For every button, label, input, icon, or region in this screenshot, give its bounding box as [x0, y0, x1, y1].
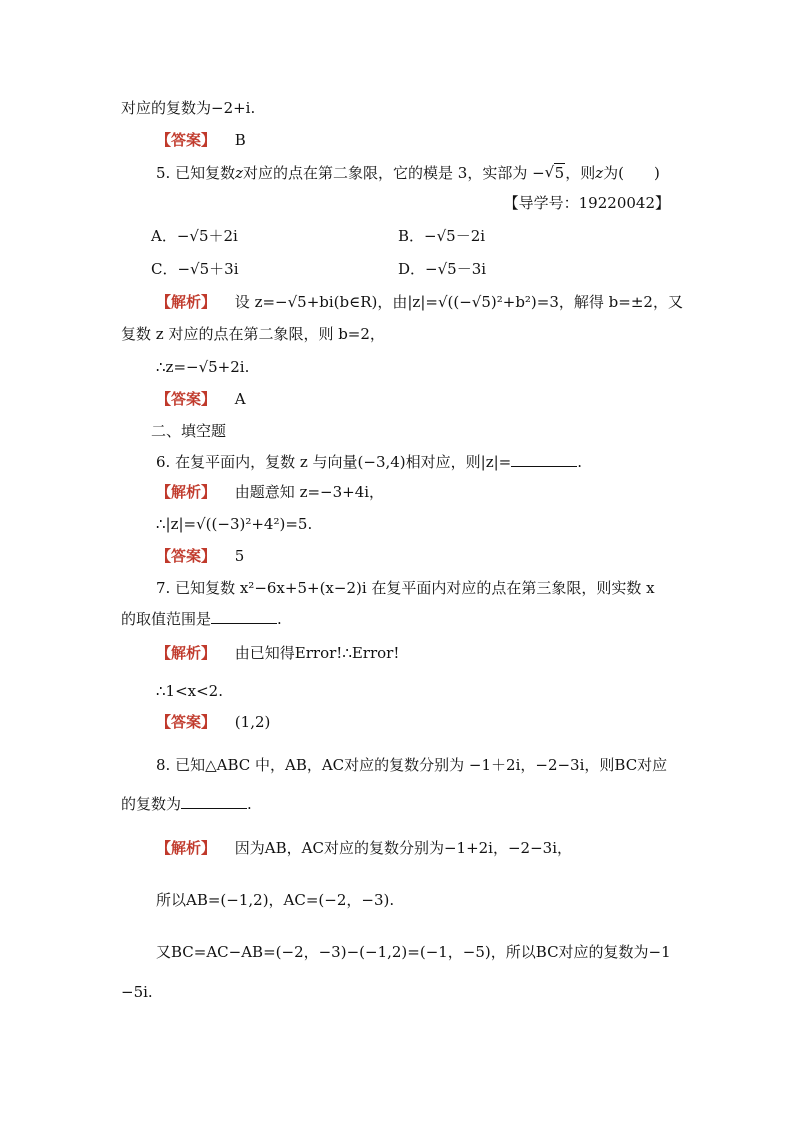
q5-option-b: B．−√5－2i — [398, 227, 486, 245]
q5-analysis-text-1: 设 z=−√5+bi(b∈R)，由|z|=√((−√5)²+b²)=3，解得 b=±2，又 — [234, 293, 683, 311]
q7-stem-2-text: 的取值范围是 — [121, 610, 212, 628]
q5-stem-c: ，则 — [565, 164, 596, 182]
q5-analysis-1 — [156, 292, 683, 312]
sqrt5: √ 5 — [545, 163, 566, 183]
q8-analysis-text-1: 因为AB，AC对应的复数分别为−1+2i，−2−3i， — [234, 839, 573, 857]
analysis-label: 【解析】 — [156, 293, 217, 311]
q8-stem-1: 8. 已知△ABC 中，AB，AC对应的复数分别为 −1＋2i，−2−3i，则BC对应 — [156, 756, 668, 774]
q8-analysis-1 — [156, 838, 572, 858]
q8-analysis-2: 所以AB=(−1,2)，AC=(−2，−3). — [156, 891, 395, 909]
answer-label: 【答案】 — [156, 713, 217, 731]
analysis-label: 【解析】 — [156, 839, 217, 857]
q6-answer-row — [156, 546, 244, 566]
answer-label: 【答案】 — [156, 390, 217, 408]
q6-blank — [511, 452, 577, 467]
q5-stem-d: 为( ) — [603, 164, 660, 182]
q5-stem-b: 对应的点在第二象限，它的模是 3，实部为 − — [243, 164, 545, 182]
q7-answer: (1,2) — [234, 713, 271, 731]
q5-stem-a: 5. 已知复数 — [156, 164, 236, 182]
q8-analysis-3: 又BC=AC−AB=(−2，−3)−(−1,2)=(−1，−5)，所以BC对应的复数为−1 — [156, 943, 671, 961]
q6-stem: 6. 在复平面内，复数 z 与向量(−3,4)相对应，则|z|= . — [156, 453, 583, 471]
q5-option-d: D．−√5－3i — [398, 260, 487, 278]
answer-label: 【答案】 — [156, 131, 217, 149]
q8-stem-2-text: 的复数为 — [121, 795, 182, 813]
q5-answer: A — [234, 390, 246, 408]
q7-analysis-2: ∴1<x<2. — [156, 682, 223, 700]
guide-number: 【导学号：19220042】 — [503, 194, 670, 212]
answer-row-prev — [156, 130, 246, 150]
analysis-label: 【解析】 — [156, 483, 217, 501]
analysis-label: 【解析】 — [156, 644, 217, 662]
q7-answer-row — [156, 712, 270, 732]
q8-blank — [181, 794, 247, 809]
q6-analysis-text-1: 由题意知 z=−3+4i， — [234, 483, 385, 501]
q5-option-a: A．−√5＋2i — [151, 227, 238, 245]
q5-z: z — [235, 164, 243, 182]
q5-analysis-2: 复数 z 对应的点在第二象限，则 b=2， — [121, 325, 385, 343]
q7-analysis-text-1: 由已知得Error!∴Error! — [234, 644, 400, 662]
q6-analysis-1 — [156, 482, 384, 502]
q5-option-c: C．−√5＋3i — [151, 260, 239, 278]
q8-analysis-4: −5i. — [121, 983, 153, 1001]
answer-label: 【答案】 — [156, 547, 217, 565]
q7-blank — [211, 609, 277, 624]
q6-analysis-2: ∴|z|=√((−3)²+4²)=5. — [156, 515, 313, 533]
q5-answer-row — [156, 389, 246, 409]
prev-tail-line: 对应的复数为−2+i. — [121, 99, 256, 117]
q6-stem-text: 6. 在复平面内，复数 z 与向量(−3,4)相对应，则|z|= — [156, 453, 512, 471]
q5-stem: 5. 已知复数z对应的点在第二象限，它的模是 3，实部为 −√ 5，则z为( ) — [156, 163, 660, 183]
q5-analysis-3: ∴z=−√5+2i. — [156, 358, 250, 376]
section-heading: 二、填空题 — [151, 422, 227, 440]
q7-analysis-1 — [156, 643, 399, 663]
q7-stem-1: 7. 已知复数 x²−6x+5+(x−2)i 在复平面内对应的点在第三象限，则实数 x — [156, 579, 655, 597]
q7-stem-2: 的取值范围是 . — [121, 610, 282, 628]
answer-value: B — [234, 131, 246, 149]
q6-answer: 5 — [234, 547, 245, 565]
q8-stem-2: 的复数为 . — [121, 795, 252, 813]
